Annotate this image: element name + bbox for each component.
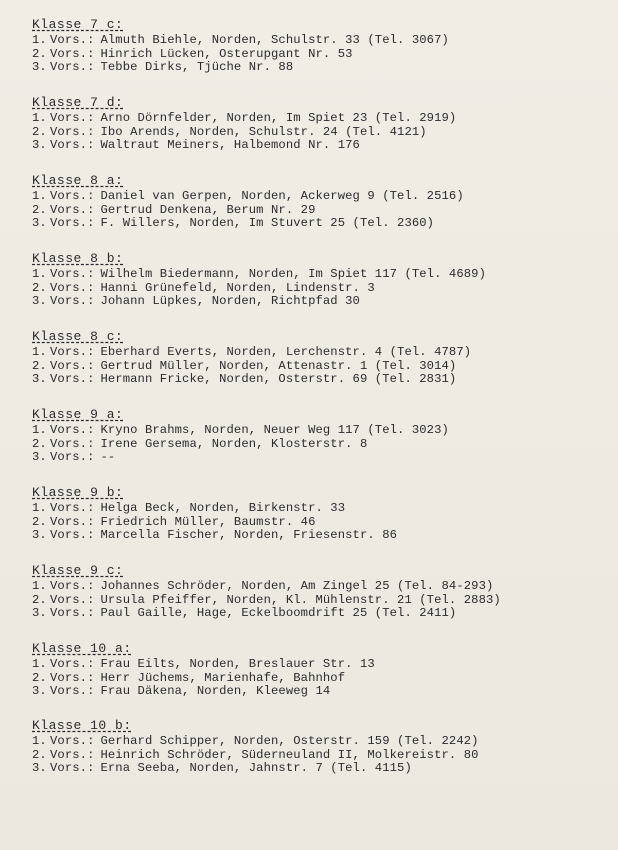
class-section [32, 640, 375, 699]
entry-line [32, 34, 449, 48]
entry-line [32, 749, 479, 763]
entry-label: Vors.: [50, 528, 95, 542]
entry-text: Friedrich Müller, Baumstr. 46 [100, 514, 316, 529]
entry-line [32, 126, 456, 140]
entry-label: Vors.: [50, 138, 95, 152]
entry-text: Hanni Grünefeld, Norden, Lindenstr. 3 [100, 280, 375, 295]
entry-number: 1. [32, 734, 47, 748]
entry-label: Vors.: [50, 111, 95, 125]
entry-line [32, 762, 479, 776]
class-heading: Klasse 8 b: [32, 251, 124, 266]
entry-line [32, 424, 449, 438]
class-section [32, 16, 449, 75]
class-heading: Klasse 7 c: [32, 17, 124, 32]
entry-number: 2. [32, 280, 47, 295]
entry-line [32, 502, 397, 516]
entry-text: Hinrich Lücken, Osterupgant Nr. 53 [100, 46, 353, 61]
entry-number: 2. [32, 46, 47, 61]
entry-line [32, 580, 501, 594]
entry-line [32, 112, 456, 126]
entry-number: 2. [32, 747, 47, 762]
entry-number: 1. [32, 501, 47, 515]
entry-text: Gertrud Müller, Norden, Attenastr. 1 (Tel. 3014) [100, 358, 457, 373]
entry-line [32, 607, 501, 621]
entry-label: Vors.: [50, 747, 95, 762]
entry-line [32, 295, 486, 309]
entry-text: Tebbe Dirks, Tjüche Nr. 88 [100, 60, 294, 74]
entry-label: Vors.: [50, 684, 95, 698]
entry-number: 3. [32, 684, 47, 698]
entry-text: Eberhard Everts, Norden, Lerchenstr. 4 (Tel. 4787) [100, 345, 472, 359]
entry-line [32, 268, 486, 282]
entry-text: Gerhard Schipper, Norden, Osterstr. 159 (Tel. 2242) [100, 734, 479, 748]
entry-label: Vors.: [50, 202, 95, 217]
entry-line [32, 217, 464, 231]
class-section [32, 717, 479, 776]
entry-text: Daniel van Gerpen, Norden, Ackerweg 9 (Tel. 2516) [100, 189, 464, 203]
entry-text: Wilhelm Biedermann, Norden, Im Spiet 117 (Tel. 4689) [100, 267, 486, 281]
entry-text: Johannes Schröder, Norden, Am Zingel 25 (Tel. 84-293) [100, 579, 494, 593]
entry-number: 1. [32, 267, 47, 281]
entry-label: Vors.: [50, 670, 95, 685]
entry-number: 3. [32, 60, 47, 74]
class-section [32, 94, 456, 153]
class-section [32, 172, 464, 231]
entry-number: 2. [32, 358, 47, 373]
entry-label: Vors.: [50, 592, 95, 607]
entry-line [32, 360, 471, 374]
entry-line [32, 685, 375, 699]
entry-line [32, 48, 449, 62]
entry-line [32, 346, 471, 360]
class-heading: Klasse 8 c: [32, 329, 124, 344]
entry-number: 3. [32, 138, 47, 152]
class-section [32, 250, 486, 309]
entry-label: Vors.: [50, 294, 95, 308]
entry-label: Vors.: [50, 216, 95, 230]
entry-line [32, 658, 375, 672]
entry-line [32, 529, 397, 543]
entry-label: Vors.: [50, 60, 95, 74]
entry-text: Irene Gersema, Norden, Klosterstr. 8 [100, 436, 368, 451]
entry-line [32, 594, 501, 608]
entry-text: Paul Gaille, Hage, Eckelboomdrift 25 (Tel. 2411) [100, 606, 457, 620]
entry-number: 3. [32, 372, 47, 386]
entry-line [32, 516, 397, 530]
class-heading: Klasse 8 a: [32, 173, 124, 188]
entry-number: 3. [32, 528, 47, 542]
entry-label: Vors.: [50, 280, 95, 295]
entry-label: Vors.: [50, 345, 95, 359]
class-heading: Klasse 9 a: [32, 407, 124, 422]
entry-number: 3. [32, 294, 47, 308]
entry-label: Vors.: [50, 514, 95, 529]
entry-line [32, 139, 456, 153]
entry-label: Vors.: [50, 450, 95, 464]
entry-number: 2. [32, 436, 47, 451]
entry-number: 2. [32, 124, 47, 139]
entry-label: Vors.: [50, 46, 95, 61]
entry-line [32, 672, 375, 686]
entry-line [32, 190, 464, 204]
class-heading: Klasse 7 d: [32, 95, 124, 110]
class-section [32, 406, 449, 465]
entry-label: Vors.: [50, 423, 95, 437]
entry-text: Frau Däkena, Norden, Kleeweg 14 [100, 684, 331, 698]
entry-label: Vors.: [50, 657, 95, 671]
class-section [32, 562, 501, 621]
class-section [32, 484, 397, 543]
entry-line [32, 204, 464, 218]
entry-text: F. Willers, Norden, Im Stuvert 25 (Tel. 2360) [100, 216, 435, 230]
entry-label: Vors.: [50, 33, 95, 47]
entry-text: Waltraut Meiners, Halbemond Nr. 176 [100, 138, 360, 152]
entry-text: Heinrich Schröder, Süderneuland II, Molkereistr. 80 [100, 747, 479, 762]
entry-line [32, 282, 486, 296]
entry-number: 3. [32, 761, 47, 775]
entry-text: Gertrud Denkena, Berum Nr. 29 [100, 202, 316, 217]
entry-number: 1. [32, 423, 47, 437]
entry-number: 1. [32, 579, 47, 593]
entry-text: Kryno Brahms, Norden, Neuer Weg 117 (Tel. 3023) [100, 423, 449, 437]
entry-number: 2. [32, 670, 47, 685]
entry-text: Hermann Fricke, Norden, Osterstr. 69 (Tel. 2831) [100, 372, 457, 386]
entry-text: Almuth Biehle, Norden, Schulstr. 33 (Tel. 3067) [100, 33, 449, 47]
entry-text: Frau Eilts, Norden, Breslauer Str. 13 [100, 657, 375, 671]
entry-label: Vors.: [50, 358, 95, 373]
entry-label: Vors.: [50, 436, 95, 451]
entry-line [32, 735, 479, 749]
entry-label: Vors.: [50, 189, 95, 203]
entry-text: Erna Seeba, Norden, Jahnstr. 7 (Tel. 4115) [100, 761, 412, 775]
entry-number: 1. [32, 189, 47, 203]
entry-number: 1. [32, 345, 47, 359]
entry-text: -- [100, 450, 116, 464]
entry-line [32, 61, 449, 75]
entry-number: 1. [32, 111, 47, 125]
entry-number: 1. [32, 657, 47, 671]
entry-line [32, 451, 449, 465]
entry-number: 1. [32, 33, 47, 47]
entry-label: Vors.: [50, 372, 95, 386]
entry-label: Vors.: [50, 734, 95, 748]
entry-text: Herr Jüchems, Marienhafe, Bahnhof [100, 670, 346, 685]
entry-line [32, 373, 471, 387]
entry-line [32, 438, 449, 452]
entry-label: Vors.: [50, 267, 95, 281]
entry-number: 3. [32, 216, 47, 230]
entry-number: 2. [32, 592, 47, 607]
entry-number: 3. [32, 606, 47, 620]
entry-text: Marcella Fischer, Norden, Friesenstr. 86 [100, 528, 398, 542]
entry-label: Vors.: [50, 501, 95, 515]
entry-text: Arno Dörnfelder, Norden, Im Spiet 23 (Tel. 2919) [100, 111, 457, 125]
entry-label: Vors.: [50, 606, 95, 620]
entry-label: Vors.: [50, 579, 95, 593]
class-section [32, 328, 471, 387]
entry-number: 2. [32, 514, 47, 529]
class-heading: Klasse 9 c: [32, 563, 124, 578]
class-heading: Klasse 9 b: [32, 485, 124, 500]
class-heading: Klasse 10 a: [32, 641, 132, 656]
entry-text: Ursula Pfeiffer, Norden, Kl. Mühlenstr. 21 (Tel. 2883) [100, 592, 501, 607]
entry-number: 2. [32, 202, 47, 217]
entry-text: Johann Lüpkes, Norden, Richtpfad 30 [100, 294, 360, 308]
entry-text: Ibo Arends, Norden, Schulstr. 24 (Tel. 4121) [100, 124, 427, 139]
entry-text: Helga Beck, Norden, Birkenstr. 33 [100, 501, 346, 515]
entry-label: Vors.: [50, 761, 95, 775]
entry-label: Vors.: [50, 124, 95, 139]
class-heading: Klasse 10 b: [32, 718, 132, 733]
entry-number: 3. [32, 450, 47, 464]
